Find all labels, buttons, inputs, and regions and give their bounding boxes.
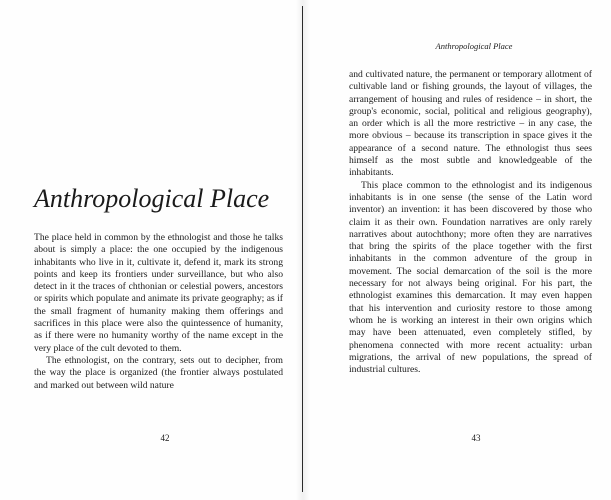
running-head: Anthropological Place: [435, 41, 513, 51]
paragraph: The place held in common by the ethnologist and those he talks about is simply a place: the one occupied by the indigenous inhabitants who live in it, cultivate it, defend it, mark its strong points and keep its frontiers under surveillance, but who also detect in it the traces of chthonian or celestial powers, ancestors or spirits which populate and animate its private geography; as if the small fragment of humanity making them offerings and sacrifices in this place were also the quintessence of humanity, as if there were no humanity worthy of the name except in the very place of the cult devoted to them.: [34, 232, 283, 354]
paragraph: This place common to the ethnologist and its indigenous inhabitants is in one sense (the sense of the Latin word inventor) an invention: it has been discovered by those who claim it as their own. Foundation narratives are only rarely narratives about autochthony; more often they are narratives that bring the spirits of the place together with the first inhabitants in the common adventure of the group in movement. The social demarcation of the soil is the more necessary for not always being original. For his part, the ethnologist examines this demarcation. It may even happen that his intervention and curiosity restore to those among whom he is working an interest in their own origins which may have been attenuated, even completely stifled, by phenomena connected with more recent actuality: urban migrations, the arrival of new populations, the spread of industrial cultures.: [349, 179, 592, 376]
page-number-left: 42: [160, 433, 170, 443]
left-page: [0, 0, 302, 500]
page-number-right: 43: [471, 433, 481, 443]
left-page-body: [34, 232, 283, 392]
paragraph: The ethnologist, on the contrary, sets out to decipher, from the way the place is organized (the frontier always postulated and marked out between wild nature: [34, 354, 283, 391]
right-page-body: [349, 69, 592, 376]
right-page: [303, 0, 611, 500]
paragraph: and cultivated nature, the permanent or temporary allotment of cultivable land or fishing grounds, the layout of villages, the arrangement of housing and rules of residence – in short, the group's economic, social, political and religious geography), an order which is all the more restrictive – in any case, the more obvious – because its transcription in space gives it the appearance of a second nature. The ethnologist thus sees himself as the most subtle and knowledgeable of the inhabitants.: [349, 69, 592, 179]
chapter-title: Anthropological Place: [34, 184, 270, 213]
